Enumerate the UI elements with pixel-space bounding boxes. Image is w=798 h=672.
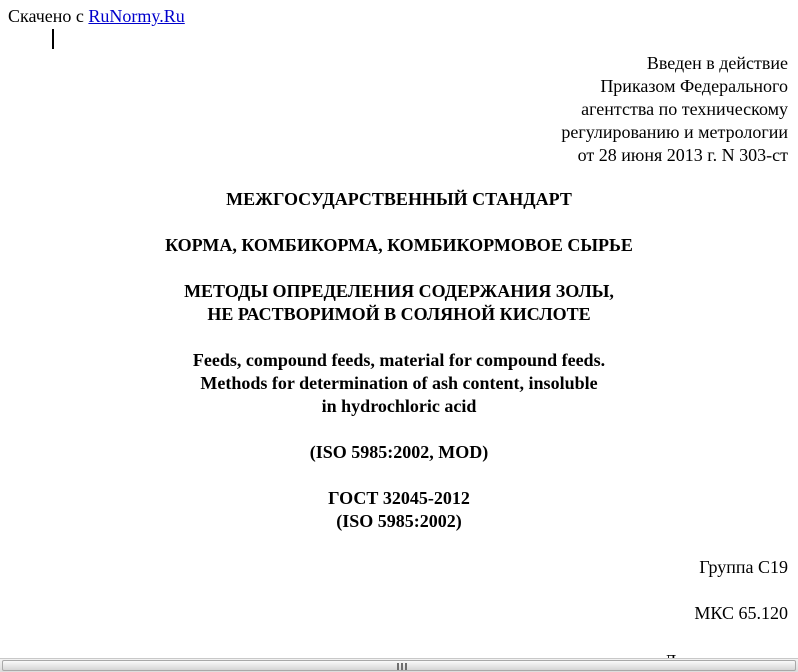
standard-subject: [0, 234, 798, 257]
standard-type-text: МЕЖГОСУДАРСТВЕННЫЙ СТАНДАРТ: [226, 189, 572, 209]
approval-line: регулированию и метрологии: [561, 122, 788, 142]
title-russian-line: НЕ РАСТВОРИМОЙ В СОЛЯНОЙ КИСЛОТЕ: [207, 304, 591, 324]
grip-icon: [397, 663, 407, 670]
title-english-line: in hydrochloric acid: [321, 396, 477, 416]
iso-reference: [0, 441, 798, 464]
standard-type: [0, 188, 798, 211]
approval-line: Приказом Федерального: [600, 76, 788, 96]
source-link[interactable]: RuNormy.Ru: [88, 6, 185, 26]
text-cursor: [52, 29, 54, 49]
title-english-line: Feeds, compound feeds, material for compound feeds.: [192, 350, 606, 370]
approval-line: Введен в действие: [646, 53, 788, 73]
iso-mod-text: (ISO 5985:2002, MOD): [309, 442, 489, 462]
gost-number: ГОСТ 32045-2012: [328, 488, 470, 508]
gost-designation: [0, 487, 798, 533]
gost-iso: (ISO 5985:2002): [336, 511, 462, 531]
approval-line: от 28 июня 2013 г. N 303-ст: [577, 145, 788, 165]
title-russian-line: МЕТОДЫ ОПРЕДЕЛЕНИЯ СОДЕРЖАНИЯ ЗОЛЫ,: [184, 281, 614, 301]
group-code: Группа С19: [699, 557, 788, 577]
title-russian: [0, 280, 798, 326]
horizontal-scrollbar[interactable]: [0, 658, 798, 672]
approval-line: агентства по техническому: [581, 99, 788, 119]
source-prefix: Скачено с: [8, 6, 89, 26]
title-english: [0, 349, 798, 418]
approval-block: [561, 52, 788, 167]
standard-subject-text: КОРМА, КОМБИКОРМА, КОМБИКОРМОВОЕ СЫРЬЕ: [165, 235, 633, 255]
source-line: [8, 5, 185, 27]
mks-code: МКС 65.120: [694, 603, 788, 623]
scrollbar-thumb[interactable]: [2, 660, 796, 671]
title-english-line: Methods for determination of ash content, insoluble: [200, 373, 598, 393]
